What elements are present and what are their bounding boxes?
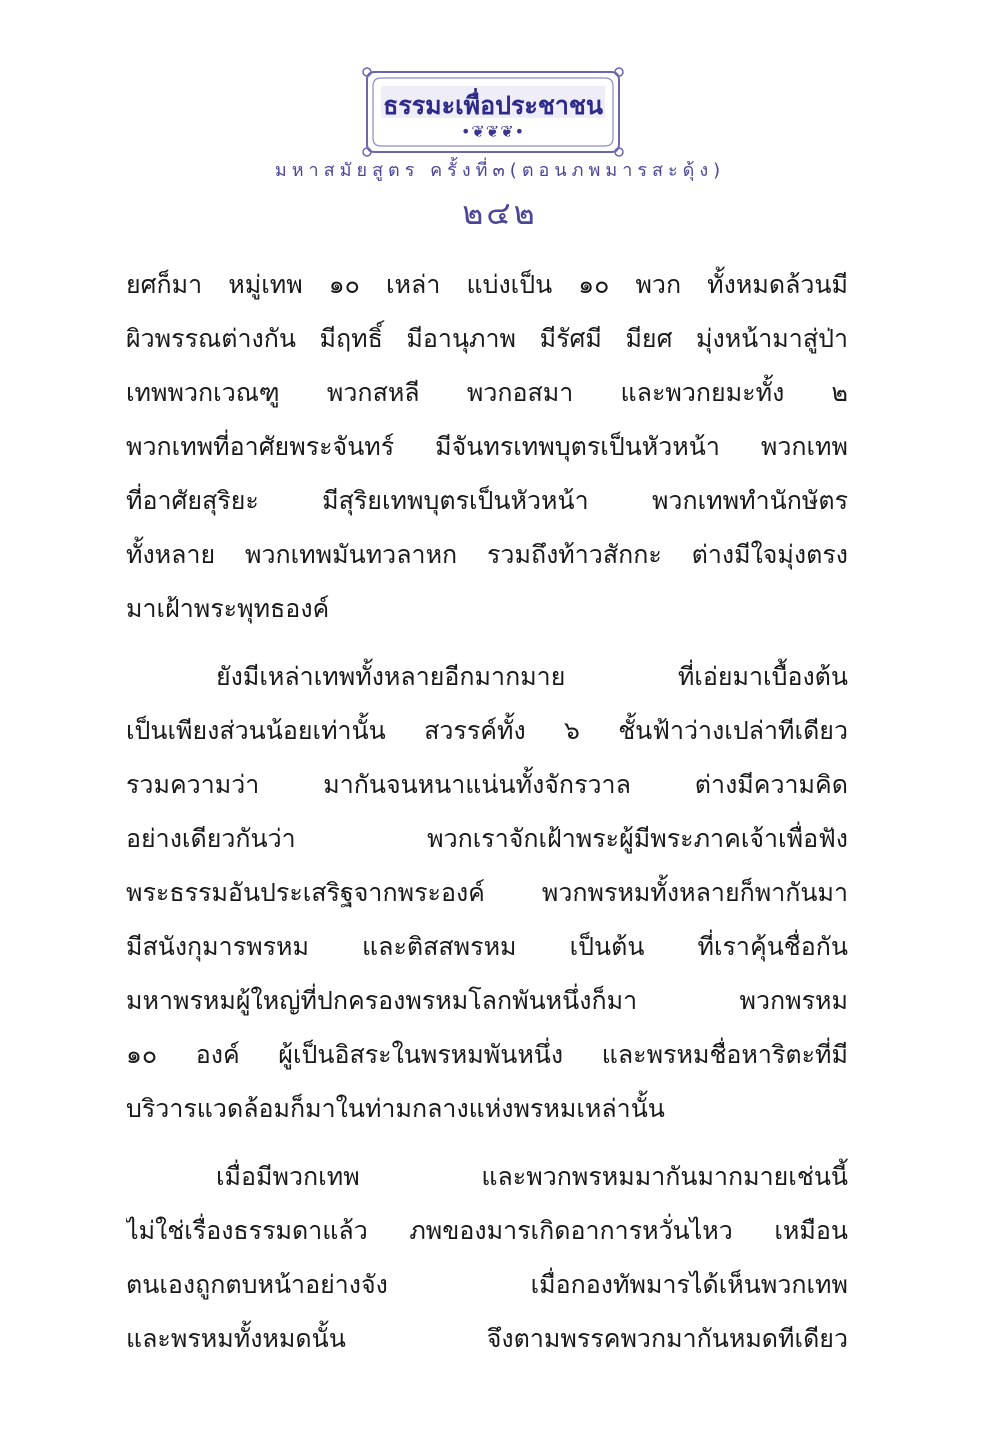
text-line: มาเฝ้าพระพุทธองค์	[126, 594, 330, 623]
text-line: เทพพวกเวณฑู พวกสหลี พวกอสมา และพวกยมะทั้ง ๒	[126, 378, 848, 407]
page-number: ๒๔๒	[462, 194, 538, 232]
logo-ornament: •❦❦❦•	[460, 122, 526, 141]
text-line: บริวารแวดล้อมก็มาในท่ามกลางแห่งพรหมเหล่านั้น	[126, 1094, 665, 1123]
text-line: ๑๐ องค์ ผู้เป็นอิสระในพรหมพันหนึ่ง และพรหมชื่อหาริตะที่มี	[126, 1040, 848, 1069]
text-line: และพรหมทั้งหมดนั้น จึงตามพรรคพวกมากันหมดทีเดียว	[126, 1324, 848, 1353]
paragraph-3	[126, 1150, 848, 1366]
text-line: ไม่ใช่เรื่องธรรมดาแล้ว ภพของมารเกิดอาการหวั่นไหว เหมือน	[126, 1216, 848, 1245]
text-line: มหาพรหมผู้ใหญ่ที่ปกครองพรหมโลกพันหนึ่งก็มา พวกพรหม	[126, 986, 848, 1015]
text-line: ที่อาศัยสุริยะ มีสุริยเทพบุตรเป็นหัวหน้า พวกเทพทำนักษัตร	[126, 486, 848, 515]
text-line: ยังมีเหล่าเทพทั้งหลายอีกมากมาย ที่เอ่ยมาเบื้องต้น	[216, 662, 848, 691]
text-line: ยศก็มา หมู่เทพ ๑๐ เหล่า แบ่งเป็น ๑๐ พวก ทั้งหมดล้วนมี	[126, 270, 848, 299]
page-header	[0, 0, 1000, 230]
logo-title: ธรรมะเพื่อประชาชน	[383, 91, 603, 120]
paragraph-1	[126, 258, 848, 636]
chapter-subtitle: มหาสมัยสูตร ครั้งที่๓(ตอนภพมารสะดุ้ง)	[274, 160, 726, 181]
series-logo	[361, 66, 625, 158]
text-line: เมื่อมีพวกเทพ และพวกพรหมมากันมากมายเช่นนี้	[216, 1162, 848, 1191]
text-line: ทั้งหลาย พวกเทพมันทวลาหก รวมถึงท้าวสักกะ ต่างมีใจมุ่งตรง	[126, 540, 848, 569]
text-line: พวกเทพที่อาศัยพระจันทร์ มีจันทรเทพบุตรเป็นหัวหน้า พวกเทพ	[126, 432, 848, 461]
paragraph-2	[126, 650, 848, 1136]
text-line: ผิวพรรณต่างกัน มีฤทธิ์ มีอานุภาพ มีรัศมี มียศ มุ่งหน้ามาสู่ป่า	[126, 324, 848, 353]
text-line: พระธรรมอันประเสริฐจากพระองค์ พวกพรหมทั้งหลายก็พากันมา	[126, 878, 848, 907]
text-line: ตนเองถูกตบหน้าอย่างจัง เมื่อกองทัพมารได้เห็นพวกเทพ	[126, 1270, 848, 1299]
text-line: อย่างเดียวกันว่า พวกเราจักเฝ้าพระผู้มีพระภาคเจ้าเพื่อฟัง	[126, 824, 848, 853]
text-line: เป็นเพียงส่วนน้อยเท่านั้น สวรรค์ทั้ง ๖ ชั้นฟ้าว่างเปล่าทีเดียว	[126, 716, 848, 745]
body-text	[126, 258, 848, 1380]
text-line: มีสนังกุมารพรหม และติสสพรหม เป็นต้น ที่เราคุ้นชื่อกัน	[126, 932, 848, 961]
text-line: รวมความว่า มากันจนหนาแน่นทั้งจักรวาล ต่างมีความคิด	[126, 770, 848, 799]
